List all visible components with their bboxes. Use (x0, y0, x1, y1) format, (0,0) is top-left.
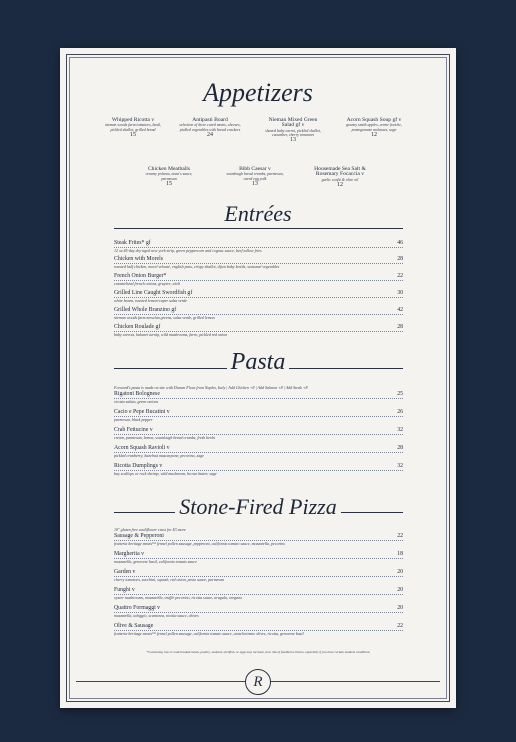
appetizers-heading: Appetizers (60, 78, 456, 108)
pizza-item: Olive & Sausage 22 fratteria heritage meats™ fennel pollen sausage, california tomato sauce, castelvetrano olives, ricotta, genovese basil (114, 623, 403, 636)
pizza-item: Sausage & Pepperoni 22 fratteria heritage meats™ fennel pollen sausage, pepperoni, california tomato sauce, mozzarella, pecorino (114, 533, 403, 546)
pasta-item: Rigatoni Bolognese 25 ricotta salata, green onions (114, 391, 403, 404)
pasta-heading: Pasta (60, 349, 456, 376)
appetizer-item: Housemade Sea Salt & Rosemary Focaccia v garlic confit & olive oil 12 (314, 166, 366, 189)
appetizer-item: Chicken Meatballs creamy polenta, nona's sauce, parmesan 15 (145, 166, 193, 187)
appetizer-item: Acorn Squash Soup gf v granny smith apples, creme fraiche, pomegranate molasses, sage 12 (346, 117, 402, 138)
monogram-logo: R (245, 669, 271, 695)
pizza-item: Funghi v 20 oyster mushrooms, mozzarella, truffle pecorino, ricotta sauce, arugula, oregano (114, 587, 403, 600)
entree-item: Steak Frites* gf 46 12 oz 45-day dry-aged new york strip, green peppercorn and cognac sauce, beef tallow fries (114, 240, 403, 253)
entree-item: Grilled Line Caught Swordfish gf 30 white beans, roasted lemon-caper salsa verde (114, 290, 403, 303)
entree-item: French Onion Burger* 22 caramelized french onions, gruyere, aioli (114, 273, 403, 286)
appetizer-item: Antipasti Board selection of three cured meats, cheeses, pickled vegetables with bread crackers 24 (179, 117, 241, 138)
pasta-item: Ricotta Dumplings v 32 bay scallops or rock shrimp, wild mushroom, brown butter, sage (114, 463, 403, 476)
entree-item: Chicken with Morels 28 roasted half chicken, morel velouté, english peas, crispy shallot, dijon baby lentils, seasonal vegetables (114, 256, 403, 269)
pasta-item: Acorn Squash Ravioli v 28 pickled cranberry, hazelnut mascarpone, pecorino, sage (114, 445, 403, 458)
pasta-note: Forward's pasta is made on site with Durum Flour from Naples, Italy | Add Chicken +8 | Add Salmon +8 | Add Steak +8 (114, 385, 308, 390)
pizza-item: Margherita v 18 mozzarella, genovese basil, california tomato sauce (114, 551, 403, 564)
pasta-item: Cacio e Pepe Bucatini v 26 parmesan, black pepper (114, 409, 403, 422)
appetizer-item: Nieman Mixed Green Salad gf v shaved baby carrot, pickled shallot, cucumber, cherry tomatoes 13 (265, 117, 321, 144)
appetizer-item: Bibb Caesar v sourdough bread crumbs, parmesan, cured egg yolk 13 (226, 166, 284, 187)
inner-border (69, 57, 447, 699)
menu-sheet (60, 48, 456, 708)
entrees-heading: Entrées (60, 201, 456, 227)
entree-item: Chicken Roulade gf 28 baby carrots, hakurei turnip, wild mushrooms, farro, pickled red onion (114, 324, 403, 337)
entree-item: Grilled Whole Branzino gf 42 nieman woods farm mesclun greens, salsa verde, grilled lemon (114, 307, 403, 320)
appetizer-item: Whipped Ricotta v nieman woods farm tomatoes, basil, pickled shallot, grilled bread 15 (104, 117, 162, 138)
pizza-heading: Stone-Fired Pizza (60, 494, 456, 520)
pizza-item: Quattro Formaggi v 20 mozzarella, taleggio, scamorza, ricotta sauce, chives (114, 605, 403, 618)
entrees-rule (114, 228, 403, 229)
pasta-item: Crab Fettucine v 32 cream, parmesan, lemon, sourdough bread crumbs, fresh herbs (114, 427, 403, 440)
pizza-note: 10" gluten free cauliflower crust for $3 more (114, 527, 186, 532)
pizza-item: Garden v 20 cherry tomatoes, zucchini, squash, red onion, pesto sauce, parmesan (114, 569, 403, 582)
footer-disclaimer: *Consuming raw or undercooked meats, poultry, seafood, shellfish, or eggs may increase your risk of foodborne illness, especially if you have certain medical conditions (146, 650, 370, 654)
